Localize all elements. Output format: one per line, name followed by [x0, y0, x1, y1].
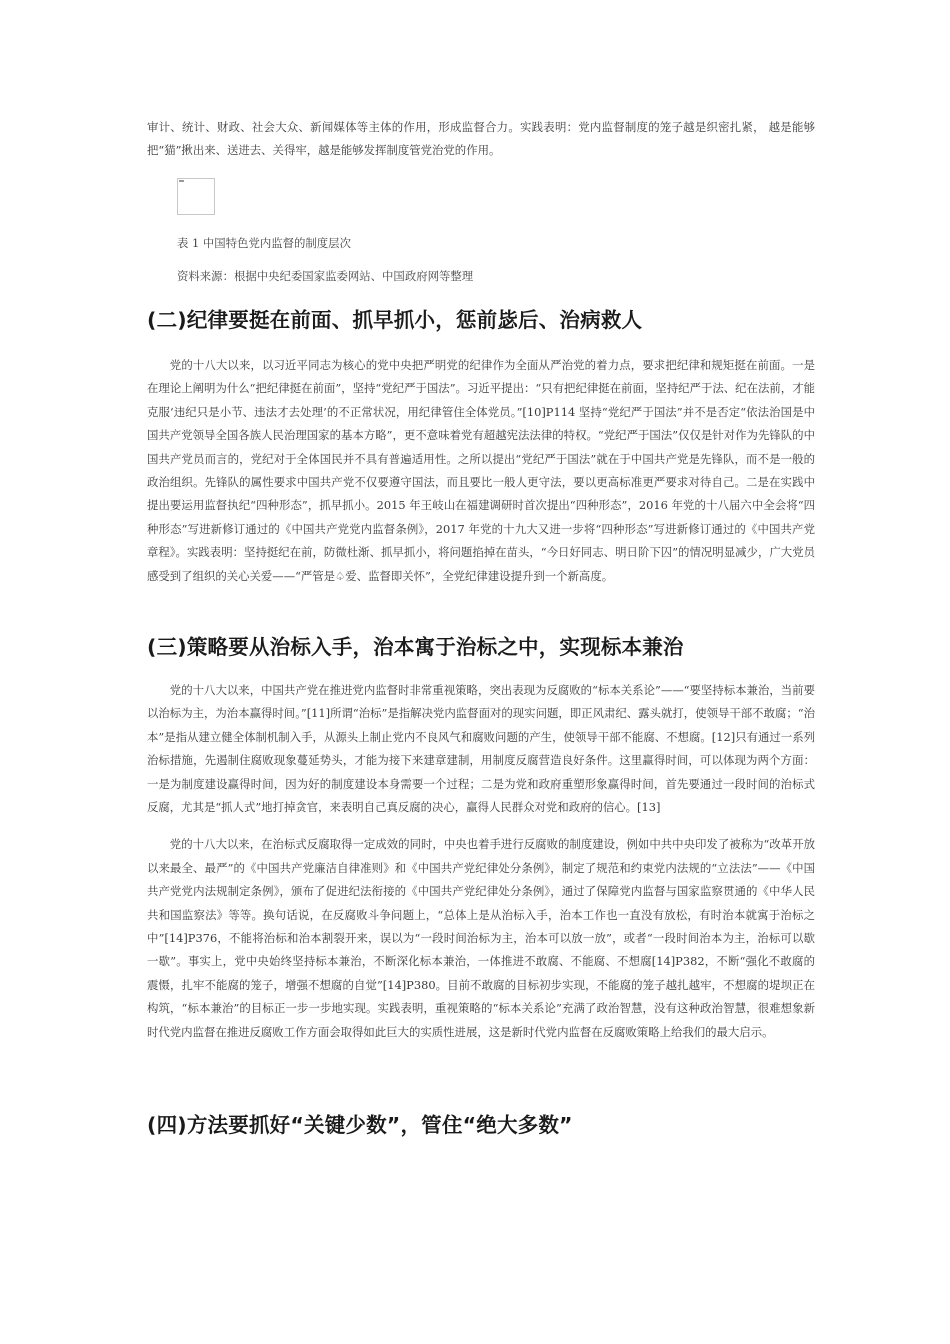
section-3-paragraph-2: 党的十八大以来，在治标式反腐取得一定成效的同时，中央也着手进行反腐败的制度建设，例如中共中央印发了被称为“改革开放以来最全、最严”的《中国共产党廉洁自律准则》和《中国共产党纪律处分条例》，制定了规范和约束党内法规的“立法法”——《中国共产党党内法规制定条例》，颁布了促进纪法衔接的《中国共产党纪律处分条例》，通过了保障党内监督与国家监察贯通的《中华人民共和国监察法》等等。换句话说，在反腐败斗争问题上，“总体上是从治标入手，治本工作也一直没有放松，有时治本就寓于治标之中”[14]P376，不能将治标和治本割裂开来，误以为“一段时间治标为主，治本可以放一放”，或者“一段时间治本为主，治标可以歇一歇”。事实上，党中央始终坚持标本兼治，不断深化标本兼治，一体推进不敢腐、不能腐、不想腐[14]P382，不断“强化不敢腐的震慑，扎牢不能腐的笼子，增强不想腐的自觉”[14]P380。目前不敢腐的目标初步实现，不能腐的笼子越扎越牢，不想腐的堤坝正在构筑，“标本兼治”的目标正一步一步地实现。实践表明，重视策略的“标本关系论”充满了政治智慧，没有这种政治智慧，很难想象新时代党内监督在推进反腐败工作方面会取得如此巨大的实质性进展，这是新时代党内监督在反腐败策略上给我们的最大启示。 [147, 837, 815, 1039]
section-3-paragraph-1: 党的十八大以来，中国共产党在推进党内监督时非常重视策略，突出表现为反腐败的“标本关系论”——“要坚持标本兼治，当前要以治标为主，为治本赢得时间。”[11]所谓“治标”是指解决党内监督面对的现实问题，即正风肃纪、露头就打，使领导干部不敢腐；“治本”是指从建立健全体制机制入手，从源头上制止党内不良风气和腐败问题的产生，使领导干部不能腐、不想腐。[12]只有通过一系列治标措施，先遏制住腐败现象蔓延势头，才能为接下来建章建制，用制度反腐营造良好条件。这里赢得时间，可以体现为两个方面：一是为制度建设赢得时间，因为好的制度建设本身需要一个过程；二是为党和政府重塑形象赢得时间，首先要通过一段时间的治标式反腐，尤其是“抓人式”地打掉贪官，来表明自己真反腐的决心，赢得人民群众对党和政府的信心。[13] [147, 683, 815, 815]
section-2-paragraph-1: 党的十八大以来，以习近平同志为核心的党中央把严明党的纪律作为全面从严治党的着力点，要求把纪律和规矩挺在前面。一是在理论上阐明为什么“把纪律挺在前面”，坚持“党纪严于国法”。习近平提出：“只有把纪律挺在前面，坚持纪严于法、纪在法前，才能克服‘违纪只是小节、违法才去处理’的不正常状况，用纪律管住全体党员。”[10]P114 坚持“党纪严于国法”并不是否定“依法治国是中国共产党领导全国各族人民治理国家的基本方略”，更不意味着党有超越宪法法律的特权。“党纪严于国法”仅仅是针对作为先锋队的中国共产党员而言的，党纪对于全体国民并不具有普遍适用性。之所以提出“党纪严于国法”就在于中国共产党是先锋队，而不是一般的政治组织。先锋队的属性要求中国共产党不仅要遵守国法，而且要比一般人更守法，要以更高标准更严要求对待自己。二是在实践中提出要运用监督执纪“四种形态”，抓早抓小。2015 年王岐山在福建调研时首次提出“四种形态”，2016 年党的十八届六中全会将“四种形态”写进新修订通过的《中国共产党党内监督条例》，2017 年党的十九大又进一步将“四种形态”写进新修订通过的《中国共产党章程》。实践表明：坚持挺纪在前，防微杜渐、抓早抓小，将问题掐掉在苗头，“今日好同志、明日阶下囚”的情况明显减少，广大党员感受到了组织的关心关爱——“严管是♤爱、监督即关怀”，全党纪律建设提升到一个新高度。 [147, 358, 815, 583]
section-2-body [147, 354, 815, 588]
section-3-body [147, 679, 815, 1044]
section-3-heading: (三)策略要从治标入手，治本寓于治标之中，实现标本兼治 [147, 635, 684, 659]
broken-image-icon [179, 180, 184, 182]
table-image-placeholder [177, 178, 215, 215]
intro-text: 审计、统计、财政、社会大众、新闻媒体等主体的作用，形成监督合力。实践表明：党内监督制度的笼子越是织密扎紧， 越是能够把“猫”揪出来、送进去、关得牢，越是能够发挥制度管党治党的作用。 [147, 120, 815, 158]
table-source: 资料来源：根据中央纪委国家监委网站、中国政府网等整理 [177, 269, 474, 283]
table-caption: 表 1 中国特色党内监督的制度层次 [177, 236, 351, 250]
intro-paragraph [147, 116, 815, 163]
section-4-heading: (四)方法要抓好“关键少数”，管住“绝大多数” [147, 1113, 573, 1137]
section-2-heading: (二)纪律要挺在前面、抓早抓小，惩前毖后、治病救人 [147, 308, 643, 332]
